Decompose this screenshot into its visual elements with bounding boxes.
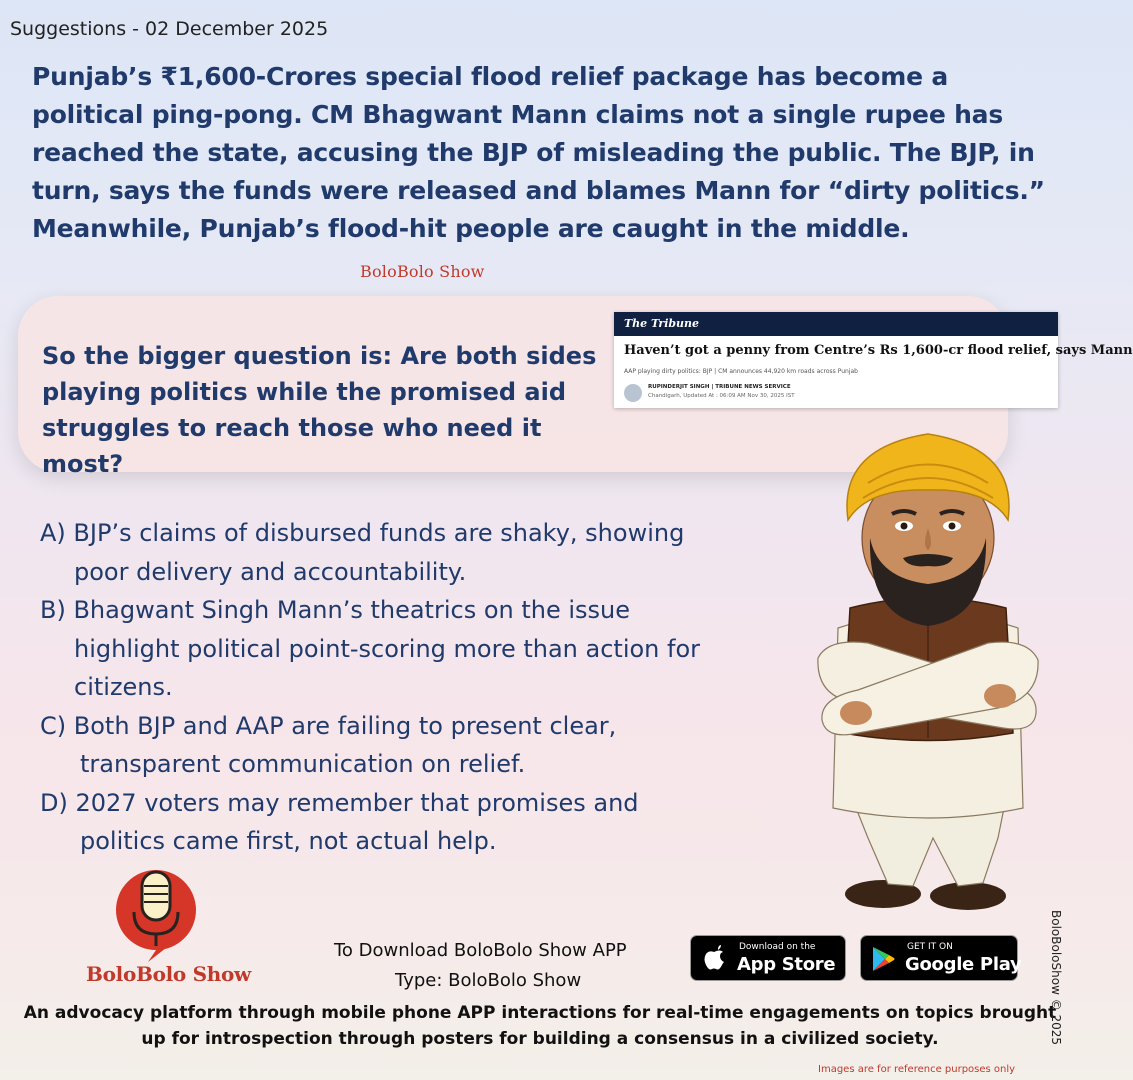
option-line: highlight political point-scoring more than action for <box>74 634 701 663</box>
option-line: 2027 voters may remember that promises and <box>75 788 639 817</box>
right-pupil <box>949 523 956 530</box>
footer-text: An advocacy platform through mobile phone APP interactions for real-time engagements on topics brought up for introspection through posters for building a consensus in a civilized society. <box>23 1003 1057 1049</box>
google-play-icon <box>871 946 895 972</box>
option-line: poor delivery and accountability. <box>74 557 467 586</box>
news-clipping <box>614 312 1133 408</box>
option-line: Both BJP and AAP are failing to present clear, <box>73 711 617 740</box>
option-line: Bhagwant Singh Mann’s theatrics on the issue <box>73 596 631 624</box>
google-play-small-text: GET IT ON <box>907 942 953 952</box>
option-b <box>40 591 800 707</box>
news-subline: AAP playing dirty politics: BJP | CM announces 44,920 km roads across Punjab <box>624 368 858 375</box>
options-list <box>40 514 800 861</box>
download-instruction: To Download BoloBolo Show APP <box>334 940 627 961</box>
google-play-button[interactable] <box>860 935 1022 981</box>
news-author: RUPINDERJIT SINGH | TRIBUNE NEWS SERVICE <box>648 384 791 390</box>
right-shoe <box>930 882 1006 910</box>
vertical-copyright: BoloBoloShow © 2025 <box>1049 910 1063 1046</box>
microphone-icon <box>142 872 170 920</box>
app-store-small-text: Download on the <box>739 942 816 952</box>
option-line: transparent communication on relief. <box>80 750 526 778</box>
logo-text: BoloBolo Show <box>86 962 251 986</box>
apple-icon <box>703 945 725 971</box>
option-letter: C) <box>40 711 67 740</box>
watermark-text: BoloBolo Show <box>360 262 485 281</box>
question-text: So the bigger question is: Are both sides playing politics while the promised aid struggles to reach those who need it most? <box>42 342 597 478</box>
option-line: BJP’s claims of disbursed funds are shaky, showing <box>73 519 685 547</box>
option-d <box>40 784 800 861</box>
intro-paragraph: Punjab’s ₹1,600-Crores special flood relief package has become a political ping-pong. CM Bhagwant Mann claims not a single rupee has reached the state, accusing the BJP of misleading the public. The BJP, in turn, says the funds were released and blames Mann for “dirty politics.” Meanwhile, Punjab’s flood-hit people are caught in the middle. <box>32 62 1045 243</box>
caricature-illustration <box>808 428 1048 916</box>
option-letter: B) <box>40 596 66 624</box>
left-hand <box>840 701 872 725</box>
google-play-label: Google Play <box>905 954 1022 975</box>
logo-bubble-tail <box>148 948 166 962</box>
disclaimer: Images are for reference purposes only <box>818 1064 1016 1075</box>
option-c <box>40 707 800 784</box>
news-brand: The Tribune <box>624 317 700 330</box>
author-avatar <box>624 384 642 402</box>
left-pupil <box>901 523 908 530</box>
news-dateline: Chandigarh, Updated At : 06:09 AM Nov 30, 2025 IST <box>648 393 795 399</box>
option-line: citizens. <box>74 673 173 701</box>
option-letter: A) <box>40 519 66 547</box>
option-a <box>40 514 800 591</box>
app-store-label: App Store <box>737 954 836 975</box>
download-type: Type: BoloBolo Show <box>395 970 582 991</box>
date-line: Suggestions - 02 December 2025 <box>10 18 329 40</box>
right-hand <box>984 684 1016 708</box>
option-line: politics came first, not actual help. <box>80 827 497 855</box>
news-headline: Haven’t got a penny from Centre’s Rs 1,600-cr flood relief, says Mann <box>624 343 1133 358</box>
app-store-button[interactable] <box>690 935 846 981</box>
option-letter: D) <box>40 788 68 817</box>
